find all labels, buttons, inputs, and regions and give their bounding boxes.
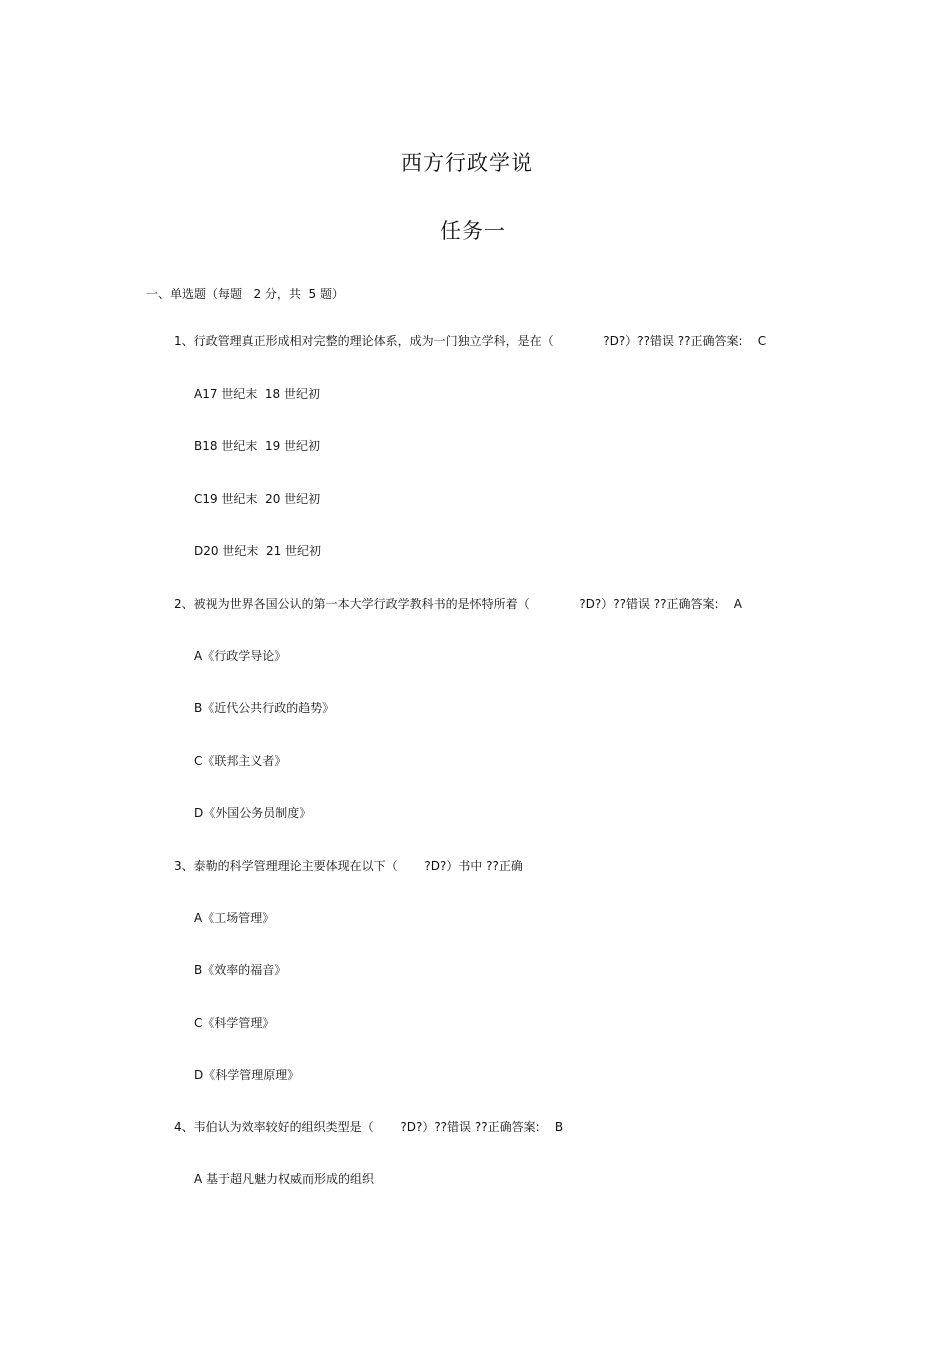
section-heading: 一、单选题（每题 2 分，共 5 题） <box>146 287 344 301</box>
question-3-option-a: A《工场管理》 <box>194 911 275 925</box>
question-4: 4、韦伯认为效率较好的组织类型是（ ?D?）??错误 ??正确答案: B <box>174 1120 564 1134</box>
question-3-option-d: D《科学管理原理》 <box>194 1068 300 1082</box>
question-3-option-c: C《科学管理》 <box>194 1016 275 1030</box>
question-2-option-d: D《外国公务员制度》 <box>194 806 312 820</box>
question-3: 3、泰勒的科学管理理论主要体现在以下（ ?D?）书中 ??正确 <box>174 859 523 873</box>
question-1-option-c: C19 世纪末 20 世纪初 <box>194 492 321 506</box>
question-2-option-a: A《行政学导论》 <box>194 649 287 663</box>
question-2-option-b: B《近代公共行政的趋势》 <box>194 701 335 715</box>
question-3-option-b: B《效率的福音》 <box>194 963 287 977</box>
document-subtitle: 任务一 <box>440 219 506 243</box>
question-1-option-d: D20 世纪末 21 世纪初 <box>194 544 322 558</box>
question-2-option-c: C《联邦主义者》 <box>194 754 287 768</box>
document-title: 西方行政学说 <box>401 151 533 175</box>
question-1: 1、行政管理真正形成相对完整的理论体系，成为一门独立学科，是在（ ?D?）??错误 ??正确答案: C <box>174 334 767 348</box>
question-1-option-a: A17 世纪末 18 世纪初 <box>194 387 321 401</box>
question-4-option-a: A 基于超凡魅力权威而形成的组织 <box>194 1172 375 1186</box>
question-1-option-b: B18 世纪末 19 世纪初 <box>194 439 321 453</box>
question-2: 2、被视为世界各国公认的第一本大学行政学教科书的是怀特所着（ ?D?）??错误 ??正确答案: A <box>174 597 743 611</box>
